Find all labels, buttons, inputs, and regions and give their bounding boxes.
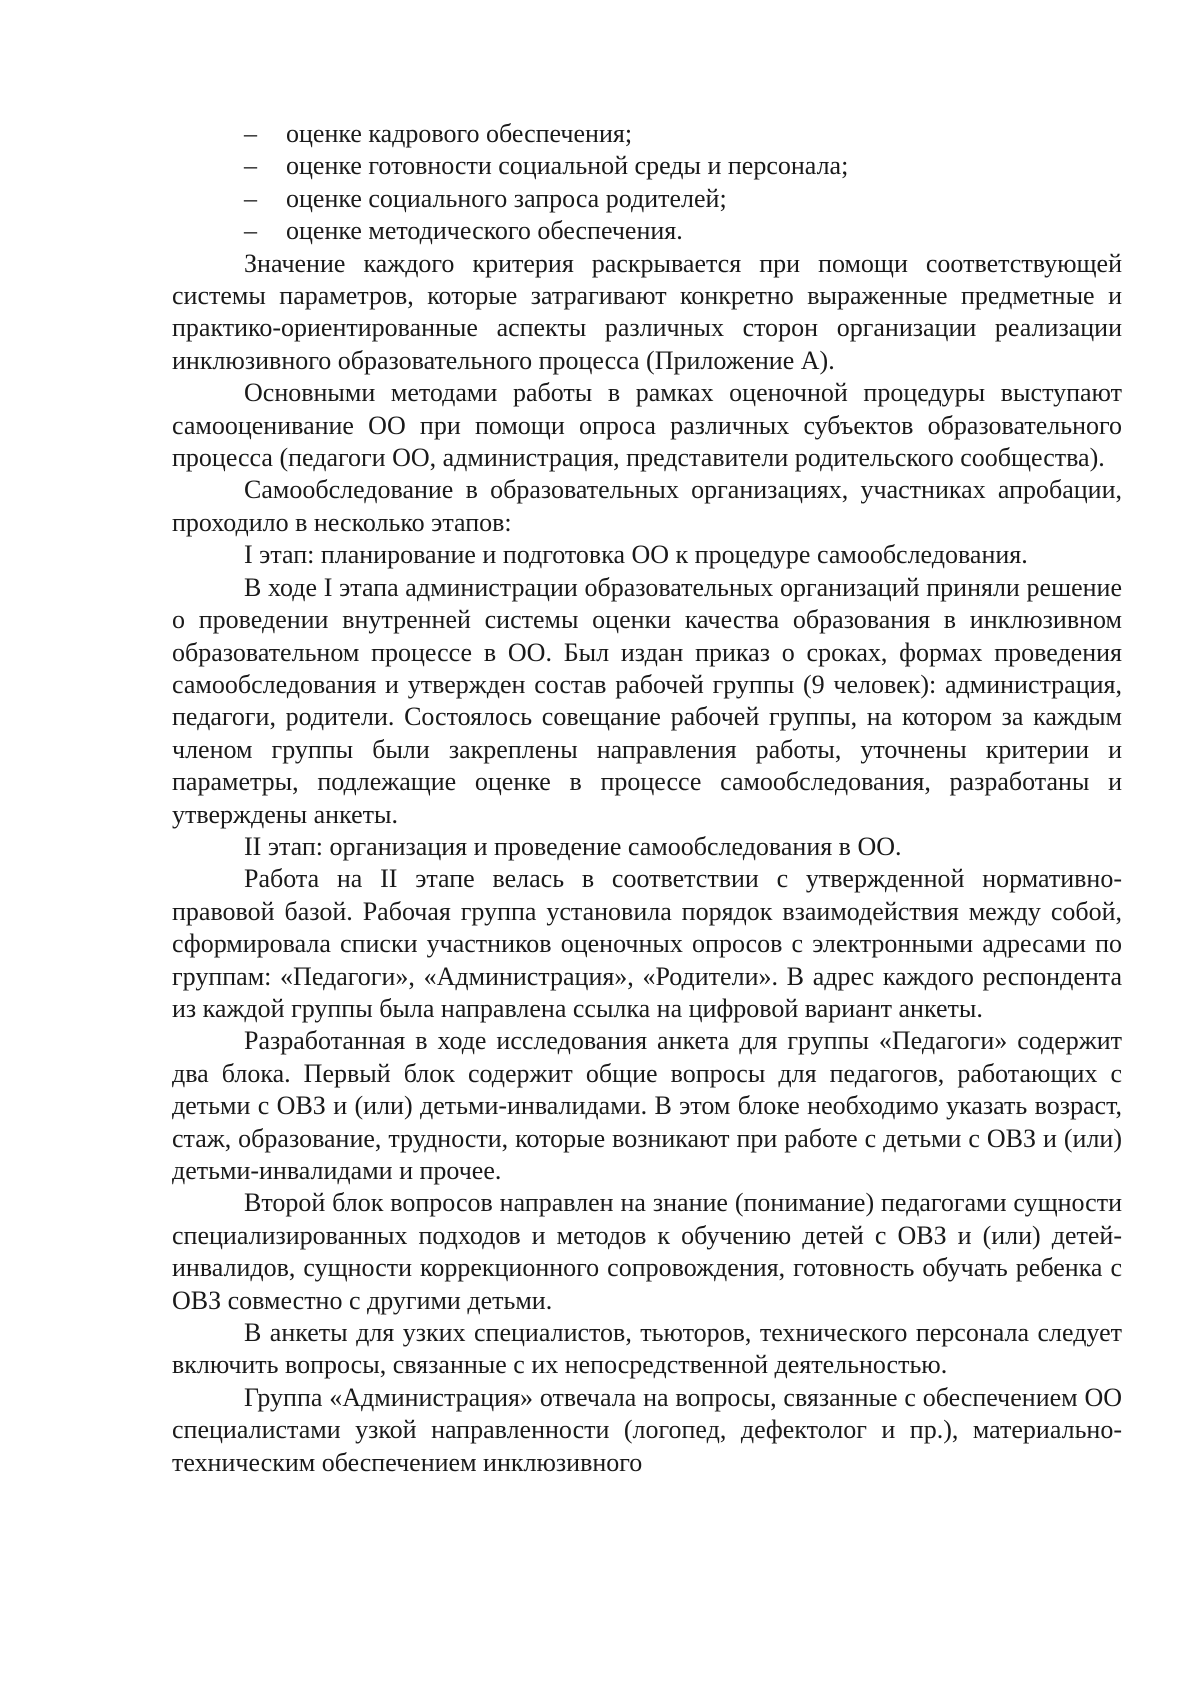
dash-marker: – [244, 150, 257, 182]
list-item [172, 183, 1122, 215]
list-item-text: оценке готовности социальной среды и персонала; [286, 151, 848, 180]
list-item-text: оценке социального запроса родителей; [286, 184, 727, 213]
paragraph-second-block: Второй блок вопросов направлен на знание (понимание) педагогами сущности специализированных подходов и методов к обучению детей с ОВЗ и (или) детей-инвалидов, сущности коррекционного сопровождения, готовность обучать ребенка с ОВЗ совместно с другими детьми. [172, 1187, 1122, 1317]
dash-marker: – [244, 118, 257, 150]
list-item [172, 150, 1122, 182]
paragraph-self-examination-stages: Самообследование в образовательных организациях, участниках апробации, проходило в несколько этапов: [172, 474, 1122, 539]
paragraph-stage-2-title: II этап: организация и проведение самообследования в ОО. [172, 831, 1122, 863]
paragraph-stage-2-details: Работа на II этапе велась в соответствии с утвержденной нормативно-правовой базой. Рабочая группа установила порядок взаимодействия между собой, сформировала списки участников оценочных опросов с электронными адресами по группам: «Педагоги», «Администрация», «Родители». В адрес каждого респондента из каждой группы была направлена ссылка на цифровой вариант анкеты. [172, 863, 1122, 1025]
paragraph-stage-1-details: В ходе I этапа администрации образовательных организаций приняли решение о проведении внутренней системы оценки качества образования в инклюзивном образовательном процессе в ОО. Был издан приказ о сроках, формах проведения самообследования и утвержден состав рабочей группы (9 человек): администрация, педагоги, родители. Состоялось совещание рабочей группы, на котором за каждым членом группы были закреплены направления работы, уточнены критерии и параметры, подлежащие оценке в процессе самообследования, разработаны и утверждены анкеты. [172, 572, 1122, 831]
criteria-list [172, 118, 1122, 248]
paragraph-specialists-questionnaire: В анкеты для узких специалистов, тьюторов, технического персонала следует включить вопросы, связанные с их непосредственной деятельностью. [172, 1317, 1122, 1382]
paragraph-methods: Основными методами работы в рамках оценочной процедуры выступают самооценивание ОО при помощи опроса различных субъектов образовательного процесса (педагоги ОО, администрация, представители родительского сообщества). [172, 377, 1122, 474]
paragraph-administration-group: Группа «Администрация» отвечала на вопросы, связанные с обеспечением ОО специалистами узкой направленности (логопед, дефектолог и пр.), материально-техническим обеспечением инклюзивного [172, 1382, 1122, 1479]
document-page [172, 118, 1122, 1479]
list-item [172, 215, 1122, 247]
dash-marker: – [244, 183, 257, 215]
paragraph-stage-1-title: I этап: планирование и подготовка ОО к процедуре самообследования. [172, 539, 1122, 571]
list-item [172, 118, 1122, 150]
dash-marker: – [244, 215, 257, 247]
paragraph-teachers-questionnaire: Разработанная в ходе исследования анкета для группы «Педагоги» содержит два блока. Первый блок содержит общие вопросы для педагогов, работающих с детьми с ОВЗ и (или) детьми-инвалидами. В этом блоке необходимо указать возраст, стаж, образование, трудности, которые возникают при работе с детьми с ОВЗ и (или) детьми-инвалидами и прочее. [172, 1025, 1122, 1187]
list-item-text: оценке методического обеспечения. [286, 216, 683, 245]
paragraph-criteria-meaning: Значение каждого критерия раскрывается при помощи соответствующей системы параметров, которые затрагивают конкретно выраженные предметные и практико-ориентированные аспекты различных сторон организации реализации инклюзивного образовательного процесса (Приложение А). [172, 248, 1122, 378]
list-item-text: оценке кадрового обеспечения; [286, 119, 632, 148]
